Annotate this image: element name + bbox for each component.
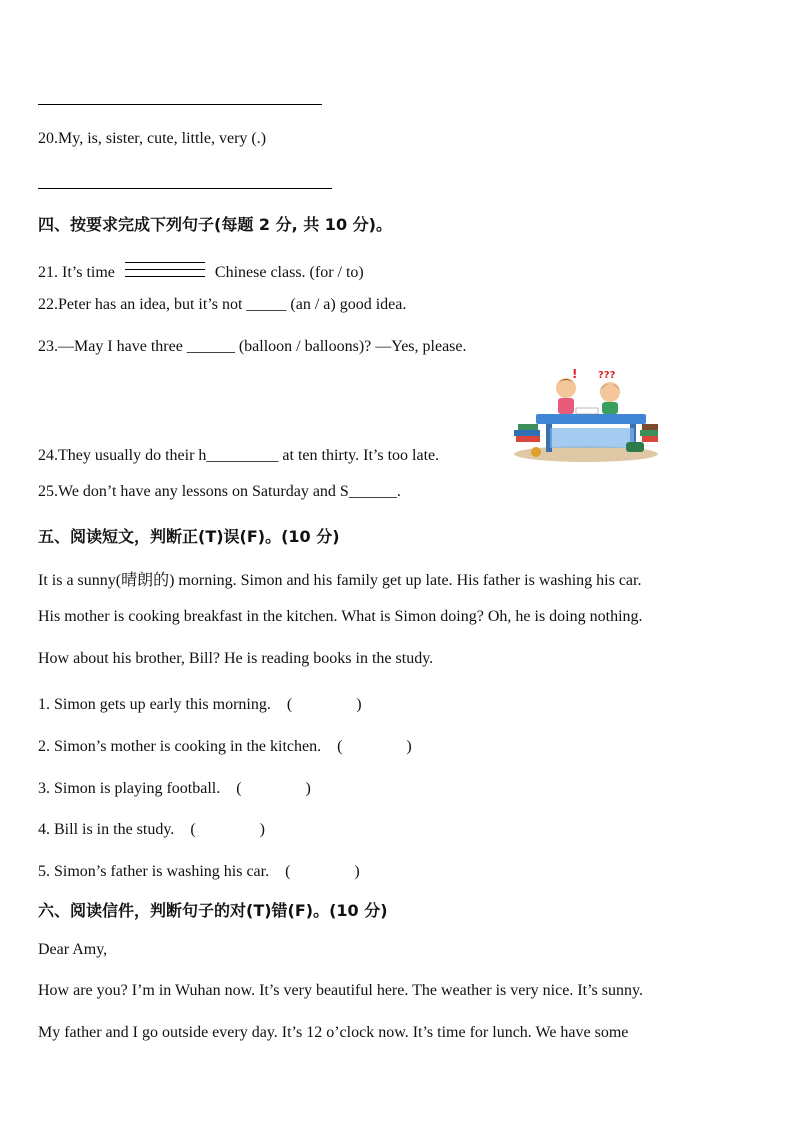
letter-line-1: How are you? I’m in Wuhan now. It’s very beautiful here. The weather is very nice. It’s sunny.	[38, 982, 643, 999]
answer-parentheses[interactable]: ( )	[190, 821, 265, 838]
tf-item-2	[38, 733, 412, 756]
question-22: 22.Peter has an idea, but it’s not _____ (an / a) good idea.	[38, 296, 407, 313]
answer-line-19	[38, 104, 322, 105]
answer-line-20	[38, 188, 332, 189]
tf-item-text: 3. Simon is playing football.	[38, 780, 221, 797]
tf-item-4	[38, 816, 265, 839]
svg-text:!: !	[572, 367, 578, 381]
answer-parentheses[interactable]: ( )	[236, 780, 311, 797]
tf-item-text: 5. Simon’s father is washing his car.	[38, 863, 270, 880]
letter-greeting: Dear Amy,	[38, 941, 108, 958]
letter-line-2: My father and I go outside every day. It’s 12 o’clock now. It’s time for lunch. We have some	[38, 1024, 629, 1041]
question-25: 25.We don’t have any lessons on Saturday and S______.	[38, 483, 401, 500]
section-5-title: 五、阅读短文，判断正(T)误(F)。(10 分)	[38, 527, 340, 546]
section-6-title: 六、阅读信件，判断句子的对(T)错(F)。(10 分)	[38, 901, 388, 920]
passage-line-3: How about his brother, Bill? He is reading books in the study.	[38, 650, 434, 667]
answer-parentheses[interactable]: ( )	[285, 863, 360, 880]
question-23: 23.—May I have three ______ (balloon / balloons)? —Yes, please.	[38, 338, 467, 355]
tf-item-3	[38, 775, 311, 798]
tf-item-text: 1. Simon gets up early this morning.	[38, 696, 271, 713]
answer-parentheses[interactable]: ( )	[337, 738, 412, 755]
tf-item-1	[38, 691, 362, 714]
question-20: 20.My, is, sister, cute, little, very (.)	[38, 130, 267, 147]
passage-line-2: His mother is cooking breakfast in the kitchen. What is Simon doing? Oh, he is doing nothing.	[38, 608, 643, 625]
question-21-after: Chinese class. (for / to)	[214, 264, 364, 281]
answer-blank-lines	[125, 259, 205, 281]
answer-parentheses[interactable]: ( )	[286, 696, 362, 713]
tf-item-text: 2. Simon’s mother is cooking in the kitchen.	[38, 738, 322, 755]
section-4-title: 四、按要求完成下列句子(每题 2 分, 共 10 分)。	[38, 215, 392, 234]
question-24: 24.They usually do their h_________ at ten thirty. It’s too late.	[38, 447, 440, 464]
question-21-before: 21. It’s time	[38, 264, 115, 281]
tf-item-5	[38, 858, 360, 881]
svg-text:???: ???	[598, 370, 616, 381]
tf-item-text: 4. Bill is in the study.	[38, 821, 175, 838]
kids-studying-illustration	[506, 366, 660, 466]
question-21	[38, 259, 364, 282]
passage-line-1: It is a sunny(晴朗的) morning. Simon and his family get up late. His father is washing his car.	[38, 572, 642, 589]
